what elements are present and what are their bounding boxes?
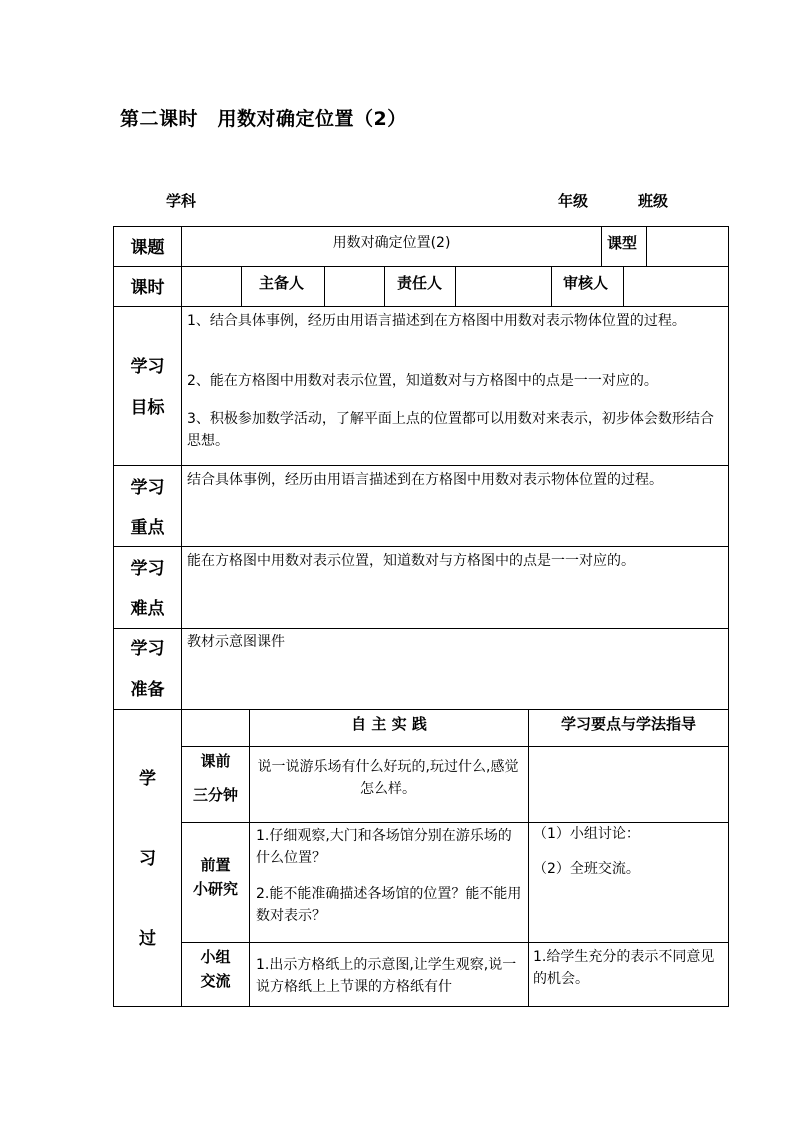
class-label: 班级: [638, 192, 669, 210]
stage-2-line-2: 小研究: [192, 880, 238, 898]
subject-label: 学科: [166, 192, 197, 210]
topic-label: 课题: [130, 238, 165, 258]
guidance-2-item-2: （2）全班交流。: [533, 861, 640, 877]
key-points-label-1: 学习: [130, 478, 165, 498]
guidance-3-text: 1.给学生充分的表示不同意见的机会。: [533, 949, 715, 987]
stage-1-line-2: 三分钟: [192, 786, 238, 804]
goal-item-1: 1、结合具体事例，经历由用语言描述到在方格图中用数对表示物体位置的过程。: [187, 313, 686, 329]
goals-label-1: 学习: [130, 357, 165, 377]
process-label-1: 学: [139, 769, 156, 789]
goal-item-2: 2、能在方格图中用数对表示位置，知道数对与方格图中的点是一一对应的。: [187, 373, 658, 389]
topic-value: 用数对确定位置(2): [332, 235, 451, 251]
practice-3-text: 1.出示方格纸上的示意图,让学生观察,说一说方格纸上上节课的方格纸有什: [256, 957, 517, 995]
goal-item-3: 3、积极参加数学活动，了解平面上点的位置都可以用数对来表示，初步体会数形结合思想。: [187, 411, 714, 449]
stage-3-line-1: 小组: [200, 948, 231, 966]
preparation-label-2: 准备: [130, 680, 165, 700]
difficulties-text: 能在方格图中用数对表示位置，知道数对与方格图中的点是一一对应的。: [187, 553, 635, 569]
lesson-type-label: 课型: [607, 234, 638, 252]
reviewer-label: 审核人: [563, 274, 609, 292]
goals-label-2: 目标: [130, 398, 165, 418]
preparation-label-1: 学习: [130, 639, 165, 659]
stage-3-line-2: 交流: [200, 972, 231, 990]
guidance-2-item-1: （1）小组讨论：: [533, 826, 640, 842]
preparation-text: 教材示意图课件: [187, 634, 285, 650]
process-label-3: 过: [139, 929, 156, 949]
lead-preparer-label: 主备人: [259, 274, 305, 292]
difficulties-label-1: 学习: [130, 559, 165, 579]
practice-1-text: 说一说游乐场有什么好玩的,玩过什么,感觉怎么样。: [257, 759, 519, 797]
practice-header: 自 主 实 践: [351, 715, 427, 733]
key-points-label-2: 重点: [130, 518, 165, 538]
key-points-text: 结合具体事例，经历由用语言描述到在方格图中用数对表示物体位置的过程。: [187, 472, 663, 488]
grade-label: 年级: [558, 192, 589, 210]
difficulties-label-2: 难点: [130, 599, 165, 619]
process-label-2: 习: [139, 849, 156, 869]
practice-2-item-1: 1.仔细观察,大门和各场馆分别在游乐场的什么位置？: [256, 828, 512, 866]
page-title: 第二课时 用数对确定位置（2）: [120, 108, 407, 130]
stage-1-line-1: 课前: [200, 752, 231, 770]
period-label: 课时: [130, 278, 165, 298]
practice-2-item-2: 2.能不能准确描述各场馆的位置？能不能用数对表示？: [256, 886, 522, 924]
responsible-label: 责任人: [397, 274, 443, 292]
stage-2-line-1: 前置: [200, 856, 231, 874]
guidance-header: 学习要点与学法指导: [560, 715, 696, 733]
